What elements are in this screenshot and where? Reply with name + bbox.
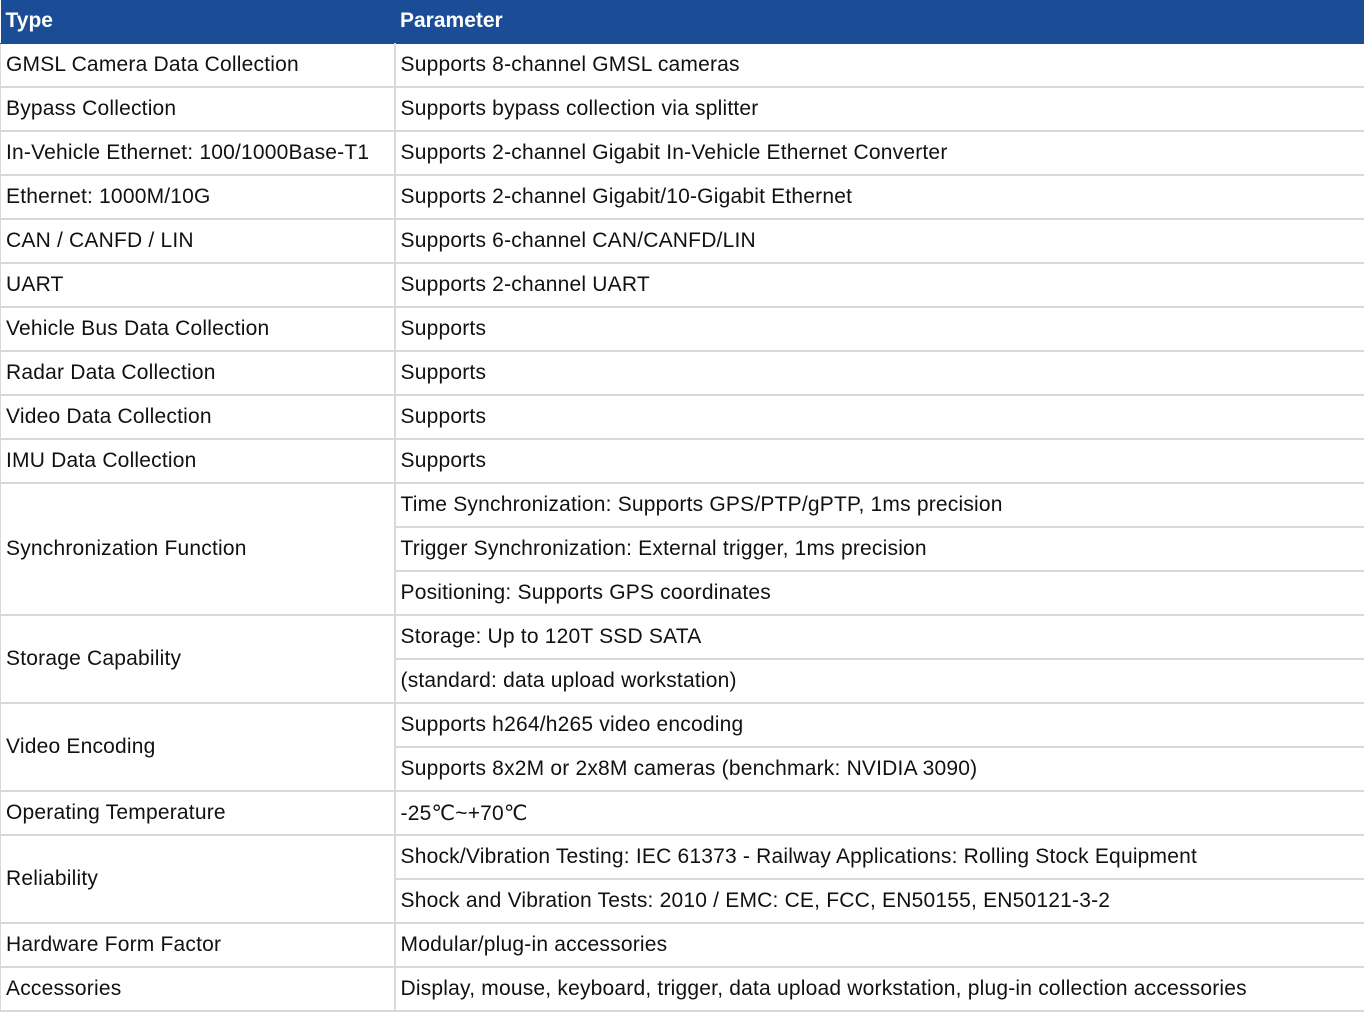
- parameter-cell: Supports h264/h265 video encoding: [395, 703, 1364, 747]
- table-row: [1, 395, 1364, 439]
- parameter-cell: Supports 2-channel Gigabit/10-Gigabit Ethernet: [395, 175, 1364, 219]
- parameter-cell: Supports bypass collection via splitter: [395, 87, 1364, 131]
- type-cell: Reliability: [1, 835, 395, 923]
- table-row: [1, 131, 1364, 175]
- parameter-cell: -25℃~+70℃: [395, 791, 1364, 835]
- type-cell: CAN / CANFD / LIN: [1, 219, 395, 263]
- type-cell: Video Data Collection: [1, 395, 395, 439]
- parameter-cell: Positioning: Supports GPS coordinates: [395, 571, 1364, 615]
- type-cell: Operating Temperature: [1, 791, 395, 835]
- table-row: [1, 923, 1364, 967]
- table-row: [1, 175, 1364, 219]
- header-parameter: Parameter: [395, 0, 1364, 43]
- table-row: [1, 835, 1364, 879]
- parameter-cell: Trigger Synchronization: External trigger, 1ms precision: [395, 527, 1364, 571]
- parameter-cell: Supports 6-channel CAN/CANFD/LIN: [395, 219, 1364, 263]
- parameter-cell: Supports: [395, 307, 1364, 351]
- table-row: [1, 263, 1364, 307]
- table-row: [1, 967, 1364, 1011]
- type-cell: Radar Data Collection: [1, 351, 395, 395]
- table-row: [1, 351, 1364, 395]
- type-cell: Hardware Form Factor: [1, 923, 395, 967]
- type-cell: Accessories: [1, 967, 395, 1011]
- parameter-cell: Supports 8x2M or 2x8M cameras (benchmark: NVIDIA 3090): [395, 747, 1364, 791]
- table-row: [1, 439, 1364, 483]
- table-row: [1, 43, 1364, 87]
- parameter-cell: Shock and Vibration Tests: 2010 / EMC: CE, FCC, EN50155, EN50121-3-2: [395, 879, 1364, 923]
- parameter-cell: Display, mouse, keyboard, trigger, data upload workstation, plug-in collection accessories: [395, 967, 1364, 1011]
- type-cell: Vehicle Bus Data Collection: [1, 307, 395, 351]
- type-cell: Bypass Collection: [1, 87, 395, 131]
- type-cell: GMSL Camera Data Collection: [1, 43, 395, 87]
- type-cell: Video Encoding: [1, 703, 395, 791]
- type-cell: Synchronization Function: [1, 483, 395, 615]
- table-row: [1, 791, 1364, 835]
- table-row: [1, 219, 1364, 263]
- parameter-cell: Storage: Up to 120T SSD SATA: [395, 615, 1364, 659]
- parameter-cell: Supports: [395, 439, 1364, 483]
- parameter-cell: Modular/plug-in accessories: [395, 923, 1364, 967]
- type-cell: IMU Data Collection: [1, 439, 395, 483]
- parameter-cell: Supports: [395, 395, 1364, 439]
- type-cell: UART: [1, 263, 395, 307]
- parameter-cell: (standard: data upload workstation): [395, 659, 1364, 703]
- type-cell: Storage Capability: [1, 615, 395, 703]
- table-row: [1, 483, 1364, 527]
- parameter-cell: Time Synchronization: Supports GPS/PTP/gPTP, 1ms precision: [395, 483, 1364, 527]
- type-cell: Ethernet: 1000M/10G: [1, 175, 395, 219]
- table-header-row: [1, 0, 1364, 43]
- parameter-cell: Supports 2-channel Gigabit In-Vehicle Ethernet Converter: [395, 131, 1364, 175]
- table-row: [1, 615, 1364, 659]
- table-row: [1, 703, 1364, 747]
- table-row: [1, 87, 1364, 131]
- parameter-cell: Supports: [395, 351, 1364, 395]
- parameter-cell: Supports 2-channel UART: [395, 263, 1364, 307]
- parameter-cell: Shock/Vibration Testing: IEC 61373 - Railway Applications: Rolling Stock Equipment: [395, 835, 1364, 879]
- header-type: Type: [1, 0, 395, 43]
- type-cell: In-Vehicle Ethernet: 100/1000Base-T1: [1, 131, 395, 175]
- table-row: [1, 307, 1364, 351]
- table-body: [1, 43, 1364, 1011]
- parameter-cell: Supports 8-channel GMSL cameras: [395, 43, 1364, 87]
